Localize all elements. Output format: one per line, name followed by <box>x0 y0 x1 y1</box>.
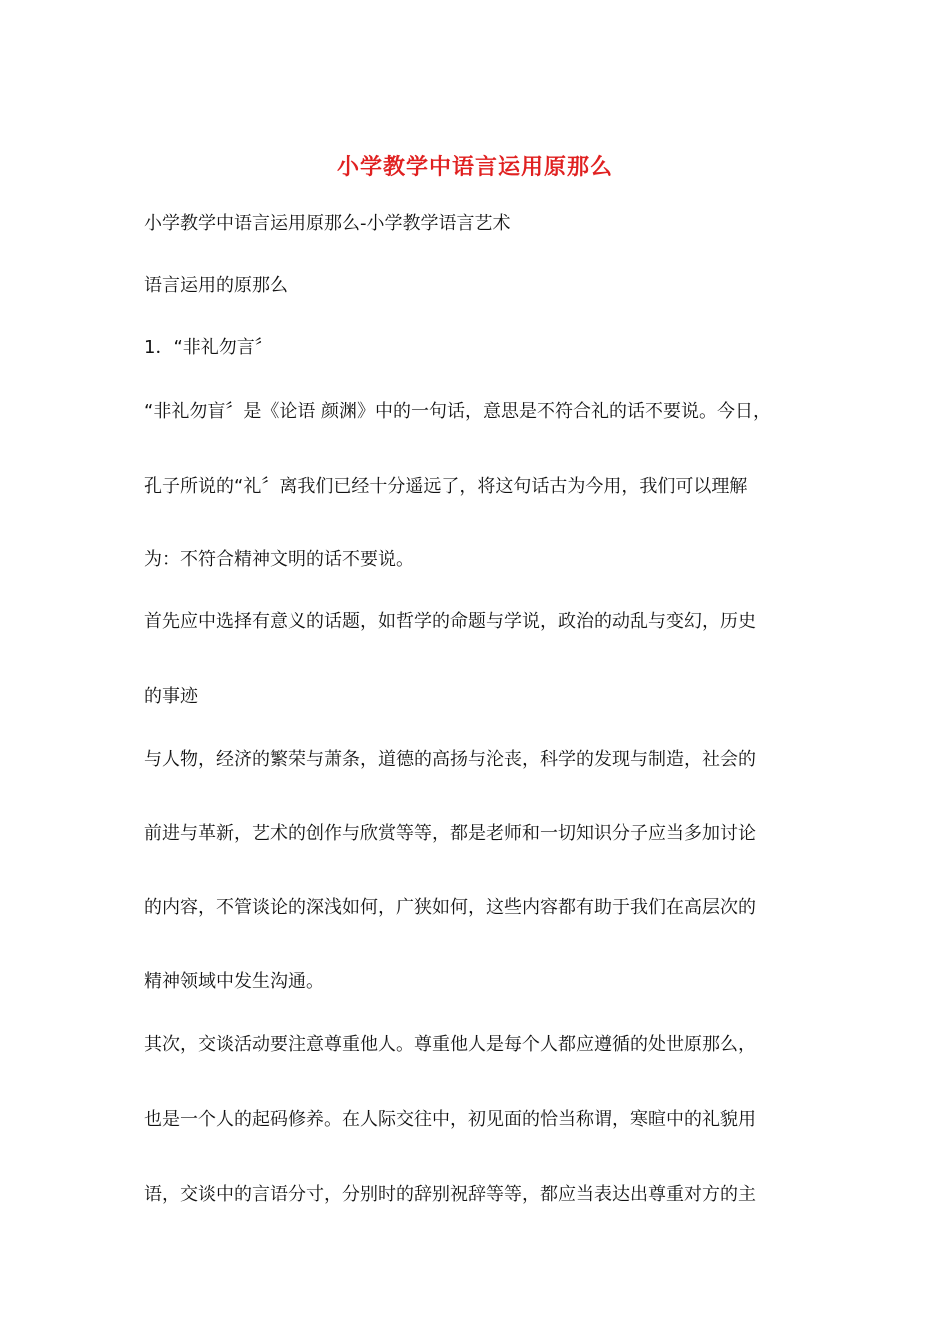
section-heading: 语言运用的原那么 <box>144 275 288 296</box>
body-line: 精神领域中发生沟通。 <box>144 971 324 992</box>
body-line: 与人物，经济的繁荣与萧条，道德的高扬与沦丧，科学的发现与制造，社会的 <box>144 749 756 770</box>
numbered-heading: 1．“非礼勿言〞 <box>144 337 273 358</box>
body-line: 的内容，不管谈论的深浅如何，广狭如何，这些内容都有助于我们在高层次的 <box>144 897 756 918</box>
body-line: 为：不符合精神文明的话不要说。 <box>144 549 414 570</box>
body-line: 前进与革新，艺术的创作与欣赏等等，都是老师和一切知识分子应当多加讨论 <box>144 823 756 844</box>
body-line: “非礼勿盲〞是《论语 颜渊》中的一句话，意思是不符合礼的话不要说。今日， <box>144 401 772 422</box>
body-line: 也是一个人的起码修养。在人际交往中，初见面的恰当称谓，寒暄中的礼貌用 <box>144 1109 756 1130</box>
body-line: 语，交谈中的言语分寸，分别时的辞别祝辞等等，都应当表达出尊重对方的主 <box>144 1184 756 1205</box>
body-line: 其次，交谈活动要注意尊重他人。尊重他人是每个人都应遵循的处世原那么， <box>144 1034 756 1055</box>
body-line: 的事迹 <box>144 686 198 707</box>
subtitle-line: 小学教学中语言运用原那么-小学教学语言艺术 <box>144 213 511 234</box>
page-title: 小学教学中语言运用原那么 <box>336 155 613 180</box>
body-line: 孔子所说的“礼〞离我们已经十分遥远了，将这句话古为今用，我们可以理解 <box>144 476 748 497</box>
body-line: 首先应中选择有意义的话题，如哲学的命题与学说，政治的动乱与变幻，历史 <box>144 611 756 632</box>
